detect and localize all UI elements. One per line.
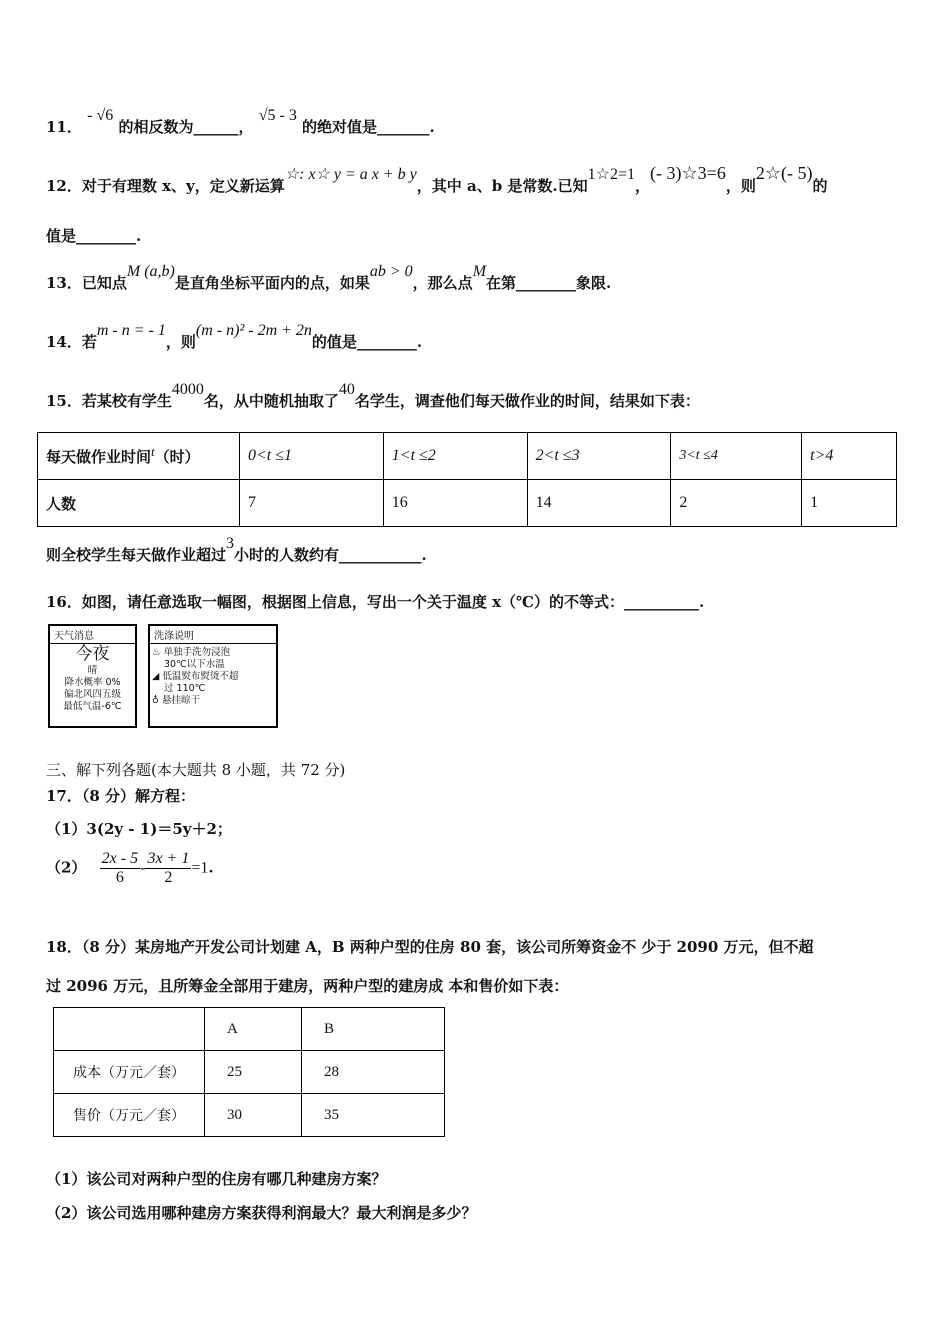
hang-dry-icon: ♁	[152, 695, 159, 706]
col-header: A	[205, 1008, 302, 1051]
value-cell: 35	[302, 1094, 445, 1137]
col-header: 0<t ≤1	[240, 433, 384, 480]
homework-time-table	[37, 432, 897, 527]
expr-neg-sqrt6: - √6	[87, 107, 114, 124]
question-17-part2: （2） $\frac{2x - 5}{6}$ - $\frac{3x + 1}{2}$ =1.	[46, 850, 214, 886]
expr-sqrt5-minus3: √5 - 3	[258, 107, 297, 124]
sample-count: 40	[338, 381, 355, 398]
value-cell: 25	[205, 1051, 302, 1094]
value-cell: 7	[240, 480, 384, 527]
fraction-2: $\frac{3x + 1}{2}$	[147, 850, 190, 886]
value-cell: 16	[383, 480, 527, 527]
point-m-label: M	[472, 263, 487, 280]
col-header: B	[302, 1008, 445, 1051]
point-m: M (a,b)	[126, 263, 175, 280]
ask-expr: 2☆(- 5)	[755, 163, 813, 183]
weather-line: 降水概率 0%	[64, 677, 121, 688]
condition-ab: ab > 0	[369, 263, 413, 280]
fraction-1: $\frac{2x - 5}{6}$	[101, 850, 139, 886]
col-header: 1<t ≤2	[383, 433, 527, 480]
table-row	[54, 1094, 445, 1137]
table-row	[38, 480, 897, 527]
handwash-icon: ♨	[152, 647, 161, 658]
hours-threshold: 3	[226, 535, 235, 552]
op-definition: ☆: x☆ y = a x + b y	[284, 166, 417, 183]
row-label: 成本（万元／套）	[54, 1051, 205, 1094]
row-label: 售价（万元／套）	[54, 1094, 205, 1137]
header-cell: 每天做作业时间t（时）	[38, 433, 240, 480]
question-11: 11． - √6 的相反数为______， √5 - 3 的绝对值是_______.	[46, 107, 435, 136]
washing-title: 洗涤说明	[150, 626, 276, 644]
value-cell: 28	[302, 1051, 445, 1094]
question-16: 16．如图，请任意选取一幅图，根据图上信息，写出一个关于温度 x（℃）的不等式：__________.	[46, 593, 705, 611]
question-14: 14．若m - n = - 1，则(m - n)² - 2m + 2n的值是________.	[46, 322, 423, 351]
col-header: t>4	[802, 433, 897, 480]
condition-mn: m - n = - 1	[96, 322, 166, 339]
question-18-ask2: （2）该公司选用哪种建房方案获得利润最大？最大利润是多少？	[46, 1204, 477, 1222]
given-1: 1☆2=1	[587, 166, 636, 183]
question-15-followup: 则全校学生每天做作业超过3小时的人数约有___________.	[46, 535, 427, 564]
student-count: 4000	[171, 381, 204, 398]
question-17-part1: （1）3(2y - 1)＝5y＋2；	[46, 820, 232, 838]
section-heading: 三、解下列各题(本大题共 8 小题，共 72 分)	[46, 761, 346, 779]
expression: (m - n)² - 2m + 2n	[195, 322, 312, 339]
col-header: 3<t ≤4	[671, 433, 802, 480]
question-18-line1: 18．（8 分）某房地产开发公司计划建 A，B 两种户型的住房 80 套，该公司所筹资金不 少于 2090 万元，但不超	[46, 938, 814, 956]
weather-title: 天气消息	[50, 626, 135, 644]
weather-line: 晴	[87, 665, 98, 676]
cost-price-table	[53, 1007, 445, 1137]
weather-big: 今夜	[75, 644, 110, 664]
value-cell: 2	[671, 480, 802, 527]
table-row	[38, 433, 897, 480]
value-cell: 30	[205, 1094, 302, 1137]
empty-cell	[54, 1008, 205, 1051]
table-row	[54, 1051, 445, 1094]
question-13: 13．已知点M (a,b)是直角坐标平面内的点，如果ab > 0，那么点M在第________象限.	[46, 263, 612, 292]
weather-card	[48, 624, 137, 728]
question-12: 12．对于有理数 x、y，定义新运算☆: x☆ y = a x + b y，其中 a、b 是常数.已知1☆2=1，(- 3)☆3=6，则2☆(- 5)的	[46, 163, 828, 195]
value-cell: 1	[802, 480, 897, 527]
row-label: 人数	[38, 480, 240, 527]
value-cell: 14	[527, 480, 671, 527]
iron-icon: ◢	[152, 671, 160, 682]
col-header: 2<t ≤3	[527, 433, 671, 480]
question-18-line2: 过 2096 万元，且所筹金全部用于建房，两种户型的建房成 本和售价如下表：	[46, 977, 569, 995]
question-18-ask1: （1）该公司对两种户型的住房有哪几种建房方案？	[46, 1170, 387, 1188]
weather-line: 最低气温-6℃	[63, 701, 122, 712]
question-12-line2: 值是________.	[46, 227, 142, 245]
given-2: (- 3)☆3=6	[650, 163, 726, 183]
question-17: 17．（8 分）解方程：	[46, 787, 196, 805]
question-15: 15．若某校有学生4000名，从中随机抽取了40名学生，调查他们每天做作业的时间，结果如下表：	[46, 381, 700, 410]
washing-card: 洗涤说明 ♨ 单独手洗勿浸泡 30℃以下水温 ◢ 低温熨布熨烫不超 过 110℃ ♁ 悬挂晾干	[148, 624, 278, 728]
weather-line: 偏北风四五级	[63, 689, 121, 700]
table-row	[54, 1008, 445, 1051]
